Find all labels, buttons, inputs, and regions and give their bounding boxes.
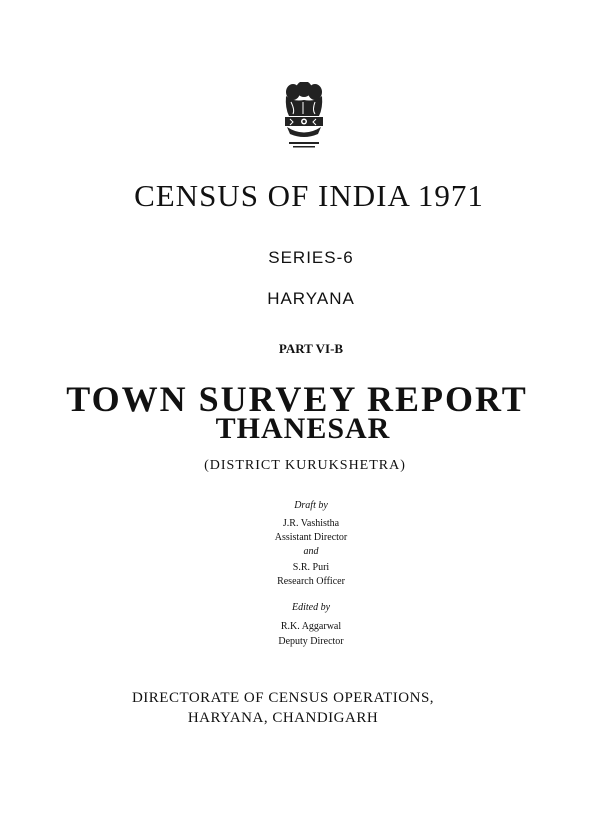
- editor-title: Deputy Director: [278, 636, 344, 647]
- state-name: HARYANA: [267, 289, 355, 308]
- author2-name: S.R. Puri: [292, 562, 330, 573]
- census-title: CENSUS OF INDIA 1971: [134, 178, 484, 213]
- author1-name: J.R. Vashistha: [282, 518, 340, 529]
- town-name: THANESAR: [215, 412, 391, 445]
- author1-title: Assistant Director: [274, 532, 348, 543]
- district-name: (DISTRICT KURUKSHETRA): [204, 458, 406, 473]
- edited-by-label: Edited by: [291, 602, 331, 613]
- publisher-line2: HARYANA, CHANDIGARH: [187, 710, 379, 726]
- and-conjunction: and: [303, 546, 319, 557]
- editor-name: R.K. Aggarwal: [280, 621, 342, 632]
- draft-by-label: Draft by: [294, 500, 328, 511]
- publisher-line1: DIRECTORATE OF CENSUS OPERATIONS,: [131, 690, 435, 706]
- author2-title: Research Officer: [277, 576, 345, 587]
- national-emblem-icon: [281, 82, 327, 150]
- report-title: TOWN SURVEY REPORT: [66, 379, 528, 419]
- series-number: SERIES-6: [268, 248, 354, 267]
- part-label: PART VI-B: [278, 341, 344, 356]
